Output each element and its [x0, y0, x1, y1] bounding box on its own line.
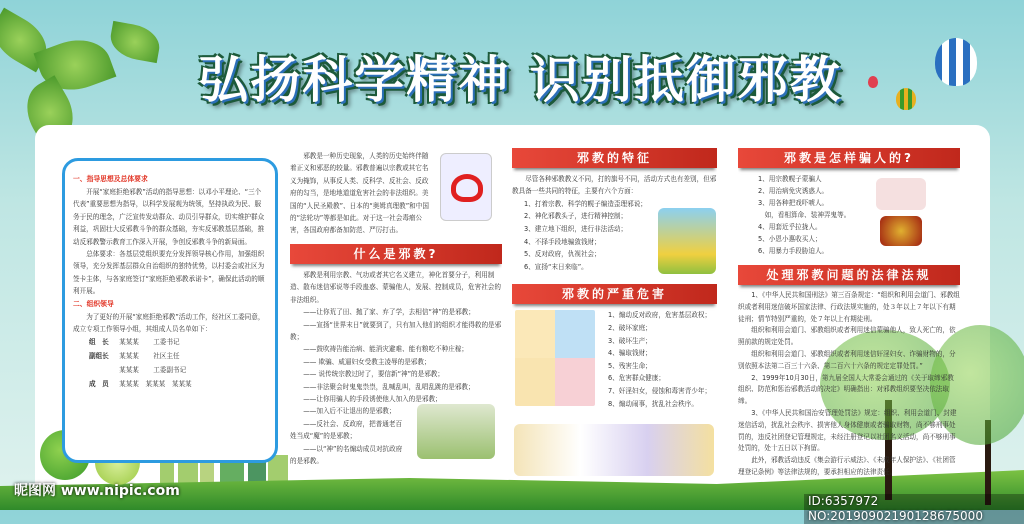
intro-text: 尽管各种邪教教义不同，打的旗号不同，活动方式也有差别，但邪教具备一些共同的特征，主要有六个方面：	[512, 175, 717, 196]
watermark-site: 昵图网 www.nipic.com	[14, 483, 180, 499]
member-row: 某某某 工委副书记	[119, 366, 187, 375]
law-text: 1、《中华人民共和国刑法》第三百条规定：“组织和利用会道门、邪教组织或者利用迷信破坏国家法律、行政法规实施的，处３年以上７年以下有期徒刑；情节特别严重的，处７年以上有期徒刑。 组织和利用会道门、邪教组织或者利用迷信蒙骗他人，致人死亡的，依照前款的规定处罚。 组织和利用会道门、邪教组织或者利用迷信奸淫妇女、诈骗财物的，分别依照本法第二百三十六条、第二百六十六条的规定定罪处罚。” 2、1999年10月30日，第九届全国人大常委会通过的《关于取缔邪教组织、防范和惩治邪教活动的决定》明确指出：对邪教组织要坚决依法取缔。 3、《中华人民共和国治安管理处罚法》规定：组织、利用会道门、封建迷信活动，扰乱社会秩序、损害他人身体健康或者骗取财物，尚不够刑事处罚的，违反社团登记管理规定，未经注册登记以社团名义活动，尚不够刑事处罚的，处十五日以下拘留。 此外，邪教活动违反《集会游行示威法》、《未成年人保护法》、《社团管理登记条例》等法律法规的，要承担相应的法律责任。	[738, 291, 960, 476]
section-header: 邪教是怎样骗人的?	[738, 148, 960, 168]
intro-text: 邪教是一种历史现象，人类的历史始终伴随着正义和邪恶的较量。邪教普遍以宗教或其它名义为掩饰，从事反人类、反科学、反社会、反政府的勾当，是地地道道危害社会的非法组织。美国的“人民圣殿教”、日本的“奥姆真理教”和中国的“法轮功”等都是如此。对于这一社会毒瘤公害，各国政府都备加防范、严厉打击。	[290, 152, 429, 235]
section-header: 邪教的严重危害	[512, 284, 717, 304]
member-row: 副组长 某某某 社区主任	[89, 352, 180, 361]
section-heading: 一、指导思想及总体要求	[73, 175, 148, 183]
cartoon-illustration	[658, 208, 716, 274]
paragraph: 总体要求：各基层党组织要充分发挥领导核心作用，加强组织领导，充分发挥基层群众自治组织的独特优势，以村委会或社区为签卡主体，与各家庭签订“家庭拒绝邪教承诺卡”，确保此活动的顺利开展。	[73, 250, 265, 296]
hot-air-balloon-icon	[896, 88, 916, 110]
watermark-id: ID:6357972 NO:20190902190128675000	[804, 494, 1024, 524]
column-deception-law	[738, 148, 960, 492]
section-header: 处理邪教问题的法律法规	[738, 265, 960, 285]
features-list: 1、打着宗教、科学的幌子编造歪理邪说； 2、神化邪教头子，进行精神控制； 3、建立地下组织，进行非法活动； 4、不择手段地骗敛钱财； 5、反对政府，仇视社会； 6、宣扬“末日来临”。	[524, 199, 647, 271]
section-heading: 二、组织领导	[73, 299, 114, 308]
heart-illustration	[440, 153, 492, 221]
guidance-box	[62, 158, 278, 463]
column-features	[512, 148, 717, 478]
paragraph: 开展“家庭拒绝邪教”活动的指导思想：以邓小平理论、“三个代表”重要思想为指导，以科学发展观为统领，坚持执政为民、服务于民的理念，广泛宣传发动群众、动员引导群众，切实维护群众利益，巩固壮大反邪教斗争的群众基础，夯实反邪教基层基础，推动反邪教警示教育工作深入开展，争创反邪教斗争的新局面。	[73, 188, 265, 246]
illustration	[876, 178, 926, 210]
methods-list: 1、用宗教幌子蒙骗人 2、用治病免灾诱惑人。 3、用各种把戏吓唬人。 如，看相算命、装神弄鬼等。 4、用套近乎拉拢人。 5、小恩小惠收买人； 6、用暴力手段胁迫人。	[758, 175, 851, 255]
section-header: 什么是邪教?	[290, 244, 502, 264]
illustration	[880, 216, 922, 246]
member-row: 成 员 某某某 某某某 某某某	[89, 380, 192, 389]
cult-signs-list: ——让你荒了田、抛了家、弃了学，去相信“神”的是邪教； ——宣扬“世界末日”就要到了，只有加入他们的组织才能得救的是邪教； ——鼓吹祷告能治病、能消灾避难、能有粮吃不种庄稼； —— 欺骗、威逼妇女受教主凌辱的是邪教； —— 说传统宗教过时了，要信新“神”的是邪教； ——非法聚会时鬼鬼祟祟，乱喊乱叫，乱唱乱跳的是邪教； ——让你用骗人的手段诱使他人加入的是邪教； ——加入后不让退出的是邪教； ——反社会、反政府，把普通老百姓当成“魔”的是邪教； ——以“神”的名煽动成员对抗政府的是邪教。	[290, 308, 502, 466]
member-list	[89, 335, 267, 391]
cartoon-strip	[514, 424, 714, 476]
definition-text: 邪教是利用宗教、气功或者其它名义建立，神化首要分子，利用制造、散布迷信邪说等手段蛊惑、蒙骗他人，发展、控制成员，危害社会的非法组织。	[290, 271, 501, 304]
member-row: 组 长 某某某 工委书记	[89, 338, 180, 347]
cartoon-illustration	[417, 404, 495, 459]
hot-air-balloon-icon	[935, 38, 977, 86]
hot-air-balloon-icon	[868, 76, 878, 88]
page-title: 弘扬科学精神 识别抵御邪教	[198, 51, 842, 109]
cartoon-grid-illustration	[515, 310, 595, 406]
paragraph: 为了更好的开展“家庭拒绝邪教”活动工作，经社区工委同意，成立专项工作领导小组，其组成人员名单如下：	[73, 312, 265, 334]
harms-list: 1、煽动反对政府，危害基层政权； 2、破坏家庭； 3、破坏生产； 4、骗取钱财； 5、残害生命； 6、危害群众健康； 7、奸淫妇女，侵蚀和毒害青少年； 8、煽动闹事，扰乱社会秩序。	[608, 311, 712, 408]
section-header: 邪教的特征	[512, 148, 717, 168]
column-what-is-cult	[290, 150, 502, 490]
